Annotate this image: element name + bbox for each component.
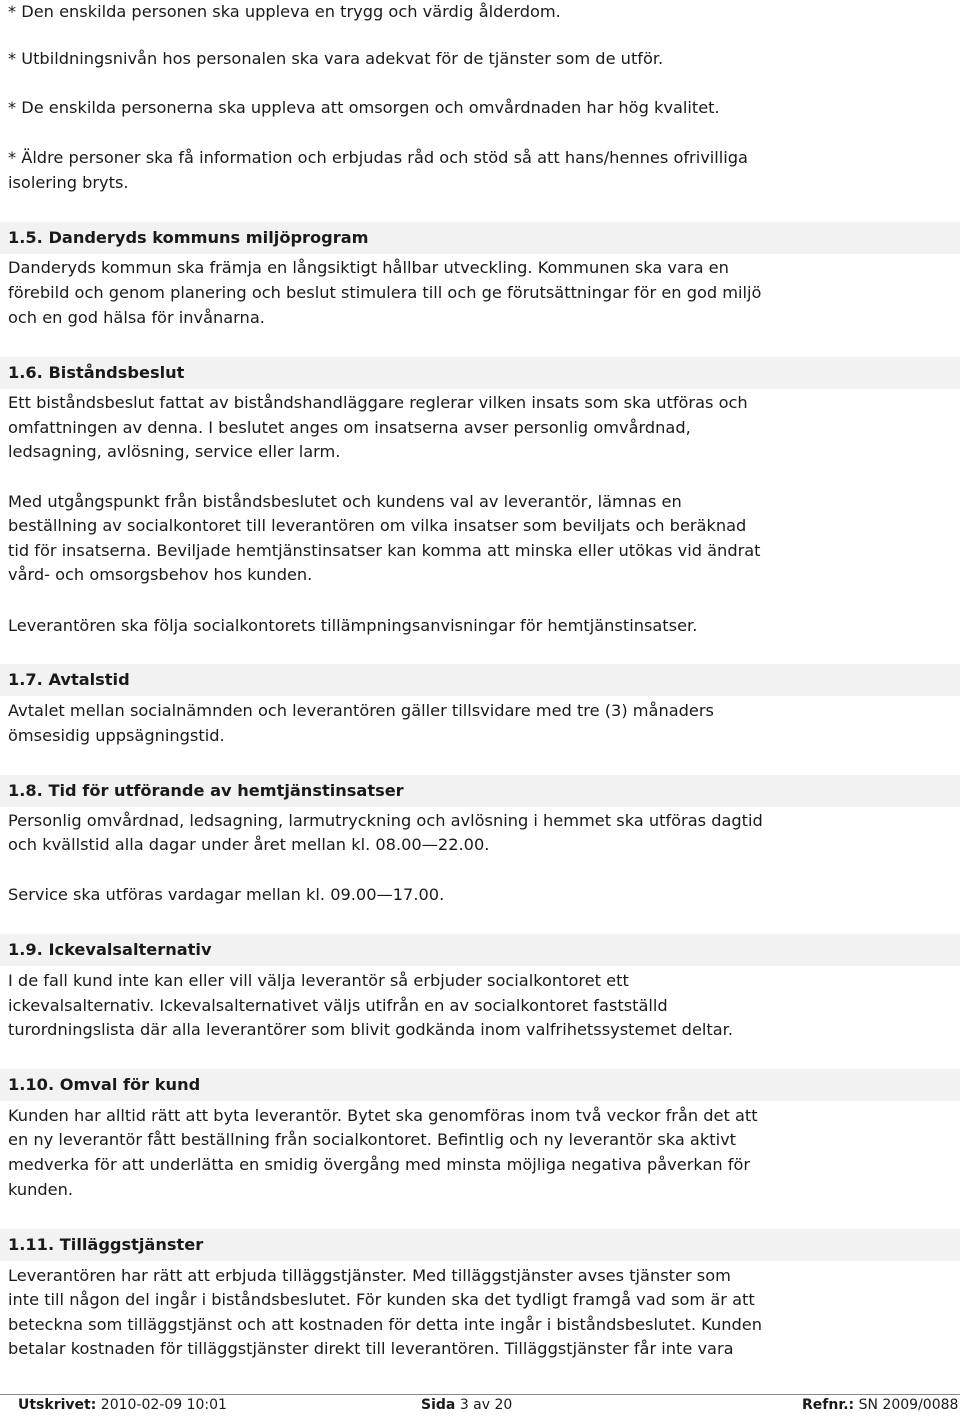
printed-info [18,1395,227,1416]
section-text: vård- och omsorgsbehov hos kunden. [8,565,313,584]
reference-number [802,1395,958,1416]
page-number [421,1395,512,1416]
section-text: Ett biståndsbeslut fattat av biståndshandläggare reglerar vilken insats som ska utföras och [8,393,748,412]
section-heading-1-9: 1.9. Ickevalsalternativ [0,934,960,966]
ref-value: SN 2009/0088 [858,1397,959,1413]
section-text: medverka för att underlätta en smidig övergång med minsta möjliga negativa påverkan för [8,1155,751,1174]
printed-label: Utskrivet: [18,1397,97,1413]
section-text: turordningslista där alla leverantörer som blivit godkända inom valfrihetssystemet deltar. [8,1020,733,1039]
section-text: ömsesidig uppsägningstid. [8,726,225,745]
intro-line: * Utbildningsnivån hos personalen ska vara adekvat för de tjänster som de utför. [8,49,664,68]
section-heading-1-7: 1.7. Avtalstid [0,664,960,696]
section-text: I de fall kund inte kan eller vill välja leverantör så erbjuder socialkontoret ett [8,971,629,990]
section-text: ledsagning, avlösning, service eller larm. [8,442,341,461]
page-footer [8,1394,960,1415]
section-text: Service ska utföras vardagar mellan kl. 09.00—17.00. [8,885,445,904]
page-label: Sida [421,1397,456,1413]
section-text: betalar kostnaden för tilläggstjänster direkt till leverantören. Tilläggstjänster får inte vara [8,1339,734,1358]
section-text: omfattningen av denna. I beslutet anges om insatserna avser personlig omvårdnad, [8,418,691,437]
section-text: Danderyds kommun ska främja en långsiktigt hållbar utveckling. Kommunen ska vara en [8,258,729,277]
section-text: och en god hälsa för invånarna. [8,308,265,327]
section-text: beteckna som tilläggstjänst och att kostnaden för detta inte ingår i biståndsbeslutet. Kunden [8,1315,762,1334]
intro-line: isolering bryts. [8,173,129,192]
section-text: Personlig omvårdnad, ledsagning, larmutryckning och avlösning i hemmet ska utföras dagtid [8,811,763,830]
section-text: inte till någon del ingår i biståndsbeslutet. För kunden ska det tydligt framgå vad som är att [8,1290,755,1309]
intro-line: * Äldre personer ska få information och erbjudas råd och stöd så att hans/hennes ofrivilliga [8,148,748,167]
section-text: Kunden har alltid rätt att byta leverantör. Bytet ska genomföras inom två veckor från det att [8,1106,758,1125]
section-text: tid för insatserna. Beviljade hemtjänstinsatser kan komma att minska eller utökas vid ändrat [8,541,761,560]
section-heading-1-10: 1.10. Omval för kund [0,1069,960,1101]
section-heading-1-11: 1.11. Tilläggstjänster [0,1229,960,1261]
section-heading-1-5: 1.5. Danderyds kommuns miljöprogram [0,222,960,254]
ref-label: Refnr.: [802,1397,855,1413]
section-text: en ny leverantör fått beställning från socialkontoret. Befintlig och ny leverantör ska aktivt [8,1130,737,1149]
section-text: Med utgångspunkt från biståndsbeslutet och kundens val av leverantör, lämnas en [8,492,682,511]
section-text: Avtalet mellan socialnämnden och leverantören gäller tillsvidare med tre (3) månaders [8,701,714,720]
section-text: och kvällstid alla dagar under året mellan kl. 08.00—22.00. [8,835,490,854]
intro-line: * De enskilda personerna ska uppleva att omsorgen och omvårdnaden har hög kvalitet. [8,98,720,117]
printed-value: 2010-02-09 10:01 [100,1397,227,1413]
intro-line: * Den enskilda personen ska uppleva en trygg och värdig ålderdom. [8,2,561,21]
section-text: beställning av socialkontoret till leverantören om vilka insatser som beviljats och beräknad [8,516,747,535]
section-text: ickevalsalternativ. Ickevalsalternativet väljs utifrån en av socialkontoret fastställd [8,996,668,1015]
section-text: Leverantören har rätt att erbjuda tilläggstjänster. Med tilläggstjänster avses tjänster som [8,1266,731,1285]
section-text: Leverantören ska följa socialkontorets tillämpningsanvisningar för hemtjänstinsatser. [8,616,698,635]
section-heading-1-6: 1.6. Biståndsbeslut [0,357,960,389]
section-text: förebild och genom planering och beslut stimulera till och ge förutsättningar för en god miljö [8,283,762,302]
section-text: kunden. [8,1180,74,1199]
page-value: 3 av 20 [459,1397,513,1413]
section-heading-1-8: 1.8. Tid för utförande av hemtjänstinsatser [0,775,960,807]
